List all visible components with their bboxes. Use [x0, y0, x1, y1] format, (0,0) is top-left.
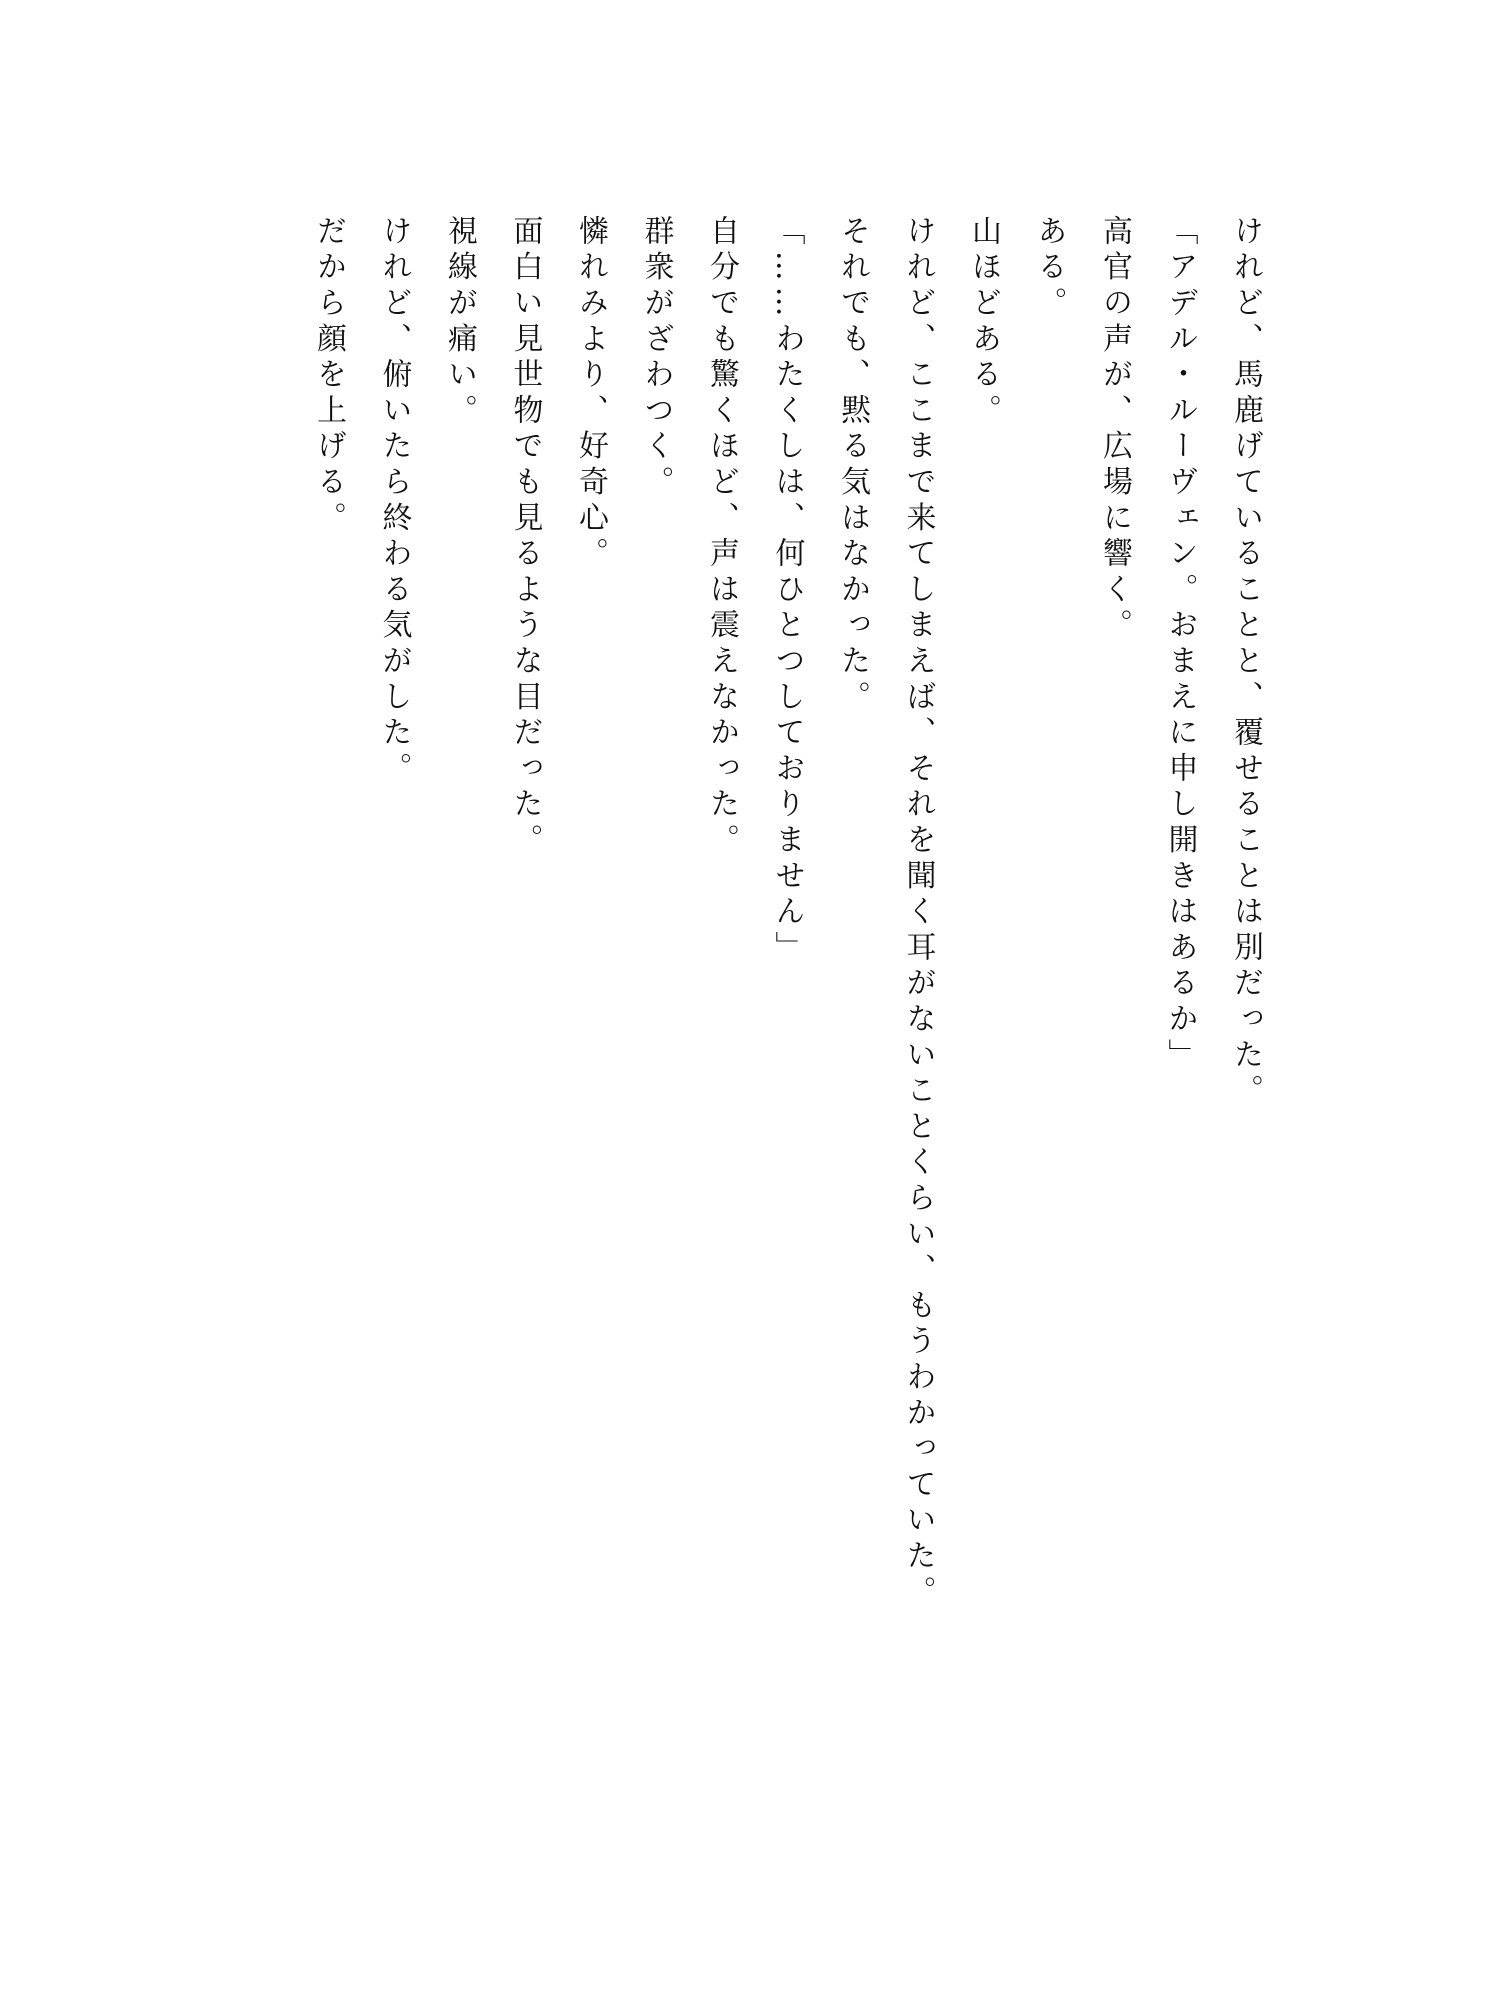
text-line: 自分でも驚くほど、声は震えなかった。: [704, 215, 739, 860]
text-line: 憐れみより、好奇心。: [573, 215, 608, 573]
text-line: それでも、黙る気はなかった。: [835, 215, 870, 717]
text-line: 「……わたくしは、何ひとつしておりません」: [769, 215, 805, 967]
text-line: 群衆がざわつく。: [638, 215, 674, 502]
text-line: 「アデル・ルーヴェン。おまえに申し開きはあるか」: [1162, 215, 1198, 1075]
text-line: 高官の声が、広場に響く。: [1097, 215, 1132, 645]
vertical-text-body: [296, 215, 1279, 1615]
text-line: けれど、ここまで来てしまえば、それを聞く耳がないことくらい、もうわかっていた。: [900, 215, 936, 1612]
text-line: 面白い見世物でも見るような目だった。: [507, 215, 543, 860]
text-line: ある。: [1031, 215, 1067, 323]
text-line: 視線が痛い。: [442, 215, 477, 430]
text-line: けれど、俯いたら終わる気がした。: [376, 215, 412, 788]
text-line: 山ほどある。: [966, 215, 1001, 430]
text-line: けれど、馬鹿げていることと、覆せることは別だった。: [1228, 215, 1263, 1110]
text-line: だから顔を上げる。: [311, 215, 346, 538]
